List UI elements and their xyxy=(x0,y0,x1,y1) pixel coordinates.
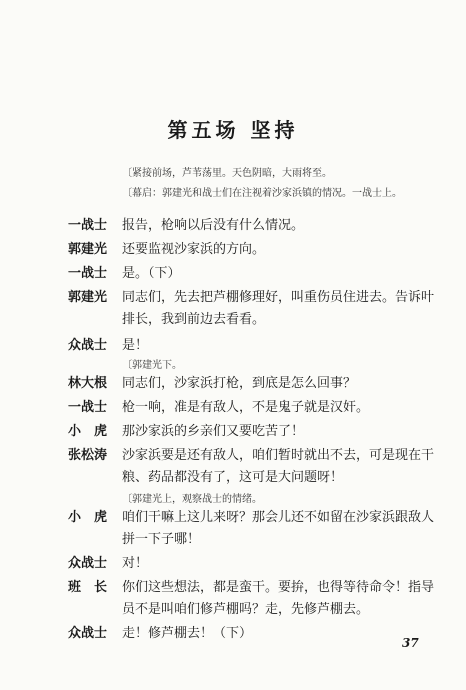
speaker-name: 林大根 xyxy=(68,376,108,391)
page-number: 37 xyxy=(402,636,419,650)
dialogue-text: 排长，我到前边去看看。 xyxy=(122,312,266,327)
speaker-name: 众战士 xyxy=(68,556,108,571)
dialogue-line xyxy=(0,308,466,330)
dialogue-text: 报告，枪响以后没有什么情况。 xyxy=(122,218,305,233)
dialogue-text: 粮、药品都没有了，这可是大问题呀！ xyxy=(122,470,344,485)
dialogue-text: 枪一响，准是有敌人，不是鬼子就是汉奸。 xyxy=(122,400,370,415)
speaker-name: 张松涛 xyxy=(68,448,108,463)
dialogue-text: 还要监视沙家浜的方向。 xyxy=(122,242,266,257)
dialogue-text: 那沙家浜的乡亲们又要吃苦了！ xyxy=(122,424,305,439)
stage-direction: 〔郭建光上，观察战士的情绪。 xyxy=(122,494,262,505)
dialogue-line xyxy=(0,262,466,284)
speaker-name: 众战士 xyxy=(68,338,108,353)
dialogue-line xyxy=(0,552,466,574)
dialogue-line xyxy=(0,372,466,394)
stage-direction: 〔幕启：郭建光和战士们在注视着沙家浜镇的情况。一战士上。 xyxy=(122,188,402,199)
dialogue-line xyxy=(0,334,466,356)
dialogue-text: 你们这些想法，都是蛮干。要拚，也得等待命令！指导 xyxy=(122,580,435,595)
dialogue-line xyxy=(0,238,466,260)
dialogue-line xyxy=(0,622,466,644)
dialogue-line xyxy=(0,286,466,308)
dialogue-text: 是！ xyxy=(122,338,149,353)
dialogue-text: 拼一下子哪！ xyxy=(122,532,201,547)
dialogue-line xyxy=(0,528,466,550)
scene-title: 第五场 坚持 xyxy=(167,118,299,142)
speaker-name: 郭建光 xyxy=(68,242,108,257)
speaker-name: 班 长 xyxy=(68,580,108,595)
speaker-name: 小 虎 xyxy=(68,424,108,439)
dialogue-text: 同志们，沙家浜打枪，到底是怎么回事？ xyxy=(122,376,357,391)
dialogue-text: 对！ xyxy=(122,556,149,571)
stage-direction: 〔紧接前场，芦苇荡里。天色阴暗，大雨将至。 xyxy=(122,168,332,179)
dialogue-text: 沙家浜要是还有敌人，咱们暂时就出不去，可是现在干 xyxy=(122,448,435,463)
dialogue-text: 是。（下） xyxy=(122,266,181,281)
speaker-name: 众战士 xyxy=(68,626,108,641)
stage-direction: 〔郭建光下。 xyxy=(122,360,182,371)
dialogue-line xyxy=(0,444,466,466)
dialogue-line xyxy=(0,506,466,528)
dialogue-line xyxy=(0,396,466,418)
speaker-name: 一战士 xyxy=(68,400,108,415)
dialogue-text: 员不是叫咱们修芦棚吗？走，先修芦棚去。 xyxy=(122,602,370,617)
dialogue-line xyxy=(0,598,466,620)
dialogue-line xyxy=(0,420,466,442)
dialogue-line xyxy=(0,214,466,236)
dialogue-text: 咱们干嘛上这儿来呀？那会儿还不如留在沙家浜跟敌人 xyxy=(122,510,435,525)
dialogue-text: 同志们，先去把芦棚修理好，叫重伤员住进去。告诉叶 xyxy=(122,290,435,305)
dialogue-line xyxy=(0,576,466,598)
speaker-name: 小 虎 xyxy=(68,510,108,525)
speaker-name: 郭建光 xyxy=(68,290,108,305)
speaker-name: 一战士 xyxy=(68,266,108,281)
dialogue-line xyxy=(0,466,466,488)
speaker-name: 一战士 xyxy=(68,218,108,233)
dialogue-text: 走！修芦棚去！（下） xyxy=(122,626,253,641)
